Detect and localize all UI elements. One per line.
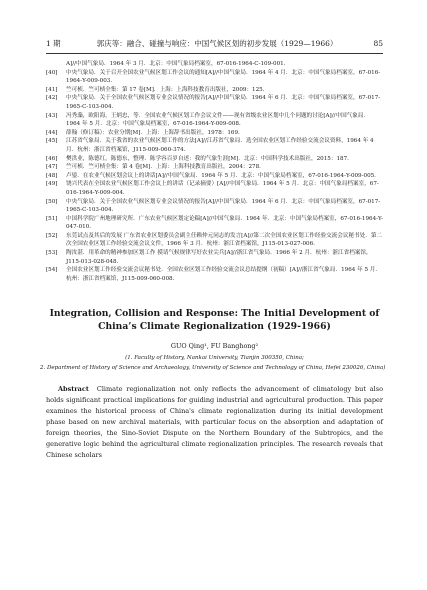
reference-item [46,163,383,172]
reference-text: 饶兴代表在全国农业气候区划工作会议上的讲话（记录摘要）[A]//中国气象局．1964 年 5 月．北京：中国气象局档案室，67-016-1964-Y-009-004. [66,181,379,196]
reference-text: 陶汝湛．用革命的精神参加区划工作 摸请气候规律写好农业尖兵[A]//浙江省气象局．1966 年 2 月．杭州：浙江省档案馆，J115-013-028-048. [66,250,372,265]
reference-number: [43] [46,112,58,119]
reference-text: 中央气象局．关于召开全国农业气候区划工作会议的通知[A]//中国气象局．1964 年 4 月．北京：中国气象局档案室，67-016-1964-Y-009-003. [66,69,381,85]
reference-item [46,215,383,232]
affiliation-1: (1. Faculty of History, Nankai University, Tianjin 300350, China; [125,355,304,362]
reference-text: 中央气象局．关于全国农业气候区划专业会议情况的报告[A]//中国气象局．1964 年 6 月．北京：中国气象局档案室，67-017-1965-C-103-004. [66,95,381,110]
reference-number: [51] [46,215,58,222]
document-page [40,38,386,461]
reference-item [46,249,383,266]
reference-item [46,180,383,197]
reference-number: [44] [46,129,58,136]
affiliation-2: 2. Department of History of Science and Archaeology, University of Science and Technology of China, Hefei 230026, China) [40,365,386,372]
abstract [46,384,383,460]
reference-text: 樊洪业，陈德红，陈德东，整理．陈学容百岁自述：我的气象生涯[M]．北京：中国科学技术出版社，2015：187. [66,155,349,162]
issue-label: 1 期 [46,39,61,48]
reference-number: [47] [46,164,58,171]
reference-number: [40] [46,69,58,76]
reference-number: [41] [46,86,58,93]
reference-list [46,60,383,283]
abstract-label: Abstract [58,385,89,394]
reference-text: 冯秀藻，欧阳海，王炳忠，等．全国农业气候区划工作会议文件——现有省级农业区划中几个问题的讨论[A]//中国气象局．1964 年 5 月．北京：中国气象局档案室，67-016-1964-Y-009-008. [66,112,370,128]
reference-text: 东莞试点及其后的发展 广东省农业区划委员会副主任赖仲元同志的发言[A]//第二次全国农业区划工作经验交流会议秘书处．第二次全国农业区划工作经验交流会议文件，1966 年 3 月．杭州：浙江省档案馆，J115-013-027-006. [66,232,383,248]
reference-item [46,69,383,86]
reference-number: [52] [46,232,58,239]
reference-item [46,232,383,249]
reference-item [46,172,383,181]
reference-number: [50] [46,198,58,205]
reference-number: [48] [46,172,58,179]
reference-number: [53] [46,250,58,257]
reference-text: 竺可桢．竺可桢全集：第 17 卷[M]．上海：上海科技教育出版社，2009：125. [66,86,265,93]
reference-text: 中央气象局．关于全国农业气候区划专业会议情况的报告[A]//中国气象局．1964 年 6 月．北京：中国气象局档案室，67-017-1965-C-103-004. [66,198,381,214]
running-header [46,38,383,54]
reference-number: [49] [46,181,58,188]
reference-item [46,94,383,111]
reference-item [46,137,383,154]
reference-text: 卢鋈．在农业气候区划会议上的讲话[A]//中国气象局．1964 年 5 月．北京：中国气象局档案室，67-016-1964-Y-009-005. [66,172,376,179]
abstract-text: Climate regionalization not only reflects the advancement of climatology but also holds significant practical implications for guiding industrial and agricultural production. This paper examines the historical process of China's climate regionalization during its initial development phase based on new archival materials, with particular focus on the absorption and adaptation of foreign theories, the Sino-Soviet Dispute on the Northern Boundary of the Subtropics, and the generative logic behind the agricultural climate regionalization principles. The research reveals that Chinese scholars [46,385,383,459]
reference-item [46,155,383,164]
reference-item [46,112,383,129]
reference-text: 薛翰（修订稿）：农业分期[M]．上海：上海辞书出版社，1978：169. [66,129,240,136]
reference-text: 全国农业区划工作经验交流会议秘书处．全国农业区划工作经验交流会议总结提纲（初稿）[A]//浙江省气象局．1964 年 5 月．杭州：浙江省档案馆，J115-009-060-008. [66,267,381,282]
page-number: 85 [373,39,383,48]
reference-item [46,129,383,138]
article-authors: GUO Qing¹, FU Banghong² [170,342,259,351]
reference-number: [46] [46,155,58,162]
reference-number: [45] [46,138,58,145]
reference-item [46,266,383,283]
reference-number: [54] [46,267,58,274]
running-title: 郭庆等：融合、碰撞与响应：中国气候区划的初步发展（1929—1966） [96,39,338,48]
reference-text: 竺可桢．竺可桢全集：第 4 卷[M]．上海：上海科技教育出版社，2004：278. [66,164,261,171]
reference-text: A]//中国气象局．1964 年 3 月．北京：中国气象局档案室，67-016-1964-C-109-001. [66,61,286,67]
reference-item [46,86,383,95]
reference-item [46,60,383,69]
reference-text: 江苏省气象局．关于我省的农业气候区划工作的方法[A]//江苏省气象局．选全国农业区划工作经验交流会议资料，1964 年 4 月．杭州：浙江省档案馆，J115-009-060-374. [66,138,374,153]
reference-item [46,198,383,215]
reference-text: 中国科学院广州地理研究所．广东农业气候区划定论稿[A]//中国气象局．1964 年．北京：中国气象局档案室，67-016-1964-Y-047-010. [66,215,383,231]
reference-number: [42] [46,95,58,102]
article-title: Integration, Collision and Response: The Initial Development of China’s Climate Regionalization (1929-1966) [49,308,380,333]
